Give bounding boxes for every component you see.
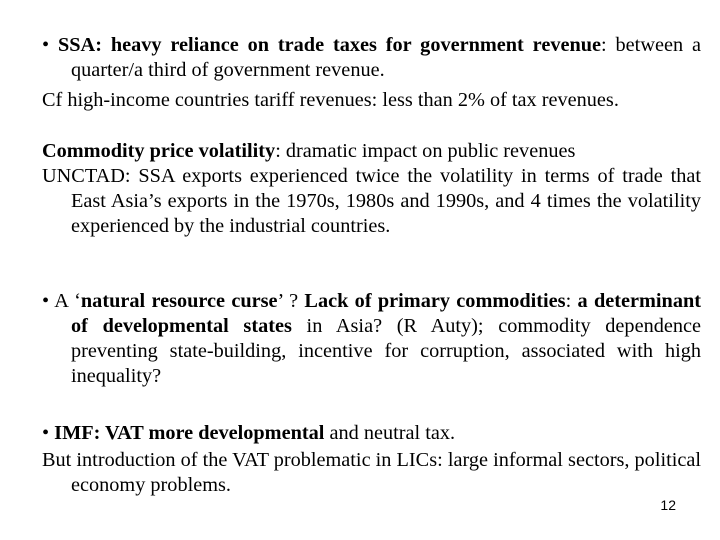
- text-run: : between a quarter/a third of government revenue.: [71, 34, 701, 81]
- bullet-marker: •: [42, 422, 55, 444]
- bold-text-run: a determinant of developmental states: [71, 290, 702, 337]
- bold-text-run: SSA: heavy reliance on trade taxes for government revenue: [57, 34, 602, 56]
- paragraph-unctad: [42, 164, 701, 239]
- bold-text-run: IMF: VAT more developmental: [54, 422, 325, 444]
- bullet-ssa-trade-taxes: [42, 33, 701, 83]
- page-number: 12: [660, 497, 676, 513]
- text-run: in Asia? (R Auty); commodity dependence preventing state-building, incentive for corruption, associated with high inequality?: [71, 315, 701, 387]
- paragraph-vat-lics: [42, 448, 701, 498]
- bold-text-run: Commodity price volatility: [42, 140, 276, 162]
- text-run: and neutral tax.: [324, 422, 456, 444]
- text-run: ’ ?: [277, 290, 305, 312]
- paragraph-commodity-volatility: [42, 139, 701, 164]
- text-run: : dramatic impact on public revenues: [275, 140, 576, 162]
- bold-text-run: Lack of primary commodities: [304, 290, 566, 312]
- bold-text-run: natural resource curse: [80, 290, 278, 312]
- text-run: UNCTAD: SSA exports experienced twice the volatility in terms of trade that East Asia’s exports in the 1970s, 1980s and 1990s, and 4 times the volatility experienced by the industrial countries.: [42, 165, 701, 237]
- text-run: Cf high-income countries tariff revenues: less than 2% of tax revenues.: [42, 89, 619, 111]
- bullet-marker: •: [42, 290, 55, 312]
- paragraph-cf-high-income: [42, 88, 701, 113]
- bullet-marker: •: [42, 34, 58, 56]
- text-run: :: [565, 290, 578, 312]
- bullet-natural-resource-curse: [42, 289, 701, 389]
- bullet-imf-vat: [42, 421, 701, 446]
- text-run: But introduction of the VAT problematic in LICs: large informal sectors, political economy problems.: [42, 449, 701, 496]
- text-run: A ‘: [54, 290, 81, 312]
